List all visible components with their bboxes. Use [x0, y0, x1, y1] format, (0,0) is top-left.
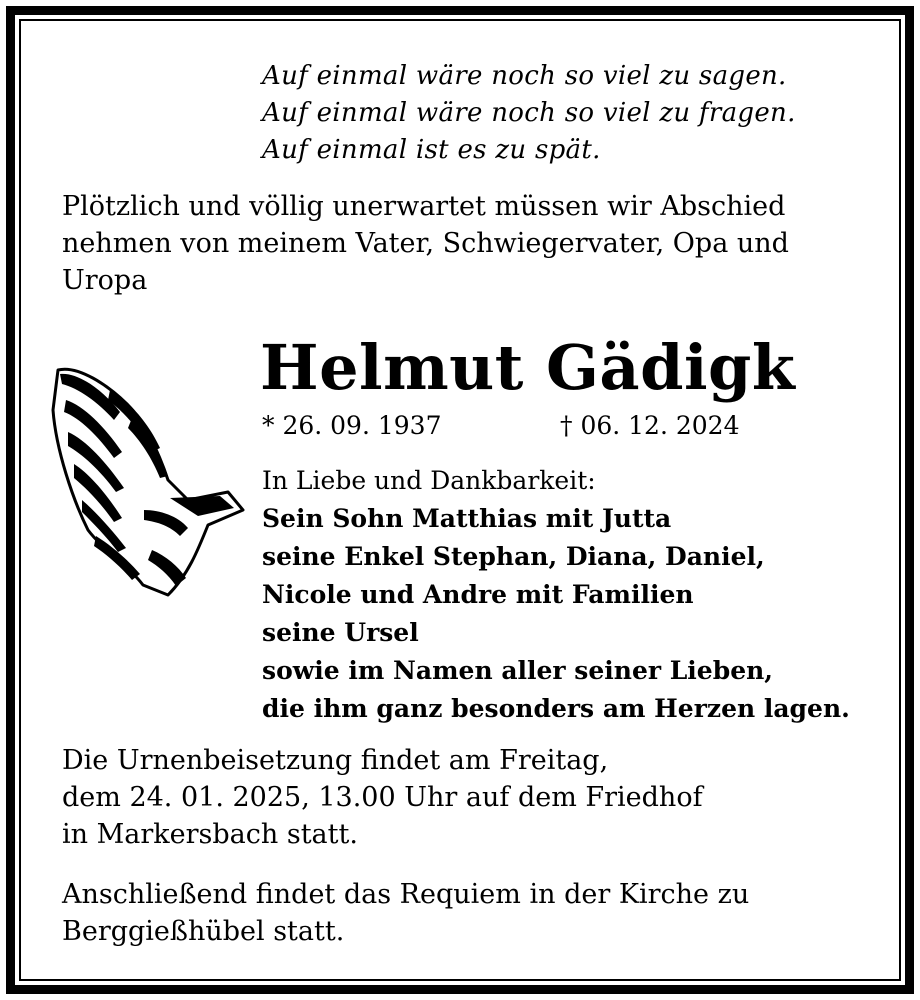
- family-line: die ihm ganz besonders am Herzen lagen.: [262, 694, 850, 723]
- birth-date: * 26. 09. 1937: [262, 411, 442, 440]
- family-line: seine Ursel: [262, 618, 419, 647]
- burial-info: [62, 742, 703, 853]
- family-line: seine Enkel Stephan, Diana, Daniel,: [262, 542, 765, 571]
- family-block: [262, 462, 850, 728]
- burial-line: in Markersbach statt.: [62, 819, 358, 850]
- requiem-line: Anschließend findet das Requiem in der Kirche zu: [62, 879, 750, 910]
- poem-line: Auf einmal ist es zu spät.: [262, 135, 601, 165]
- poem: [262, 58, 796, 169]
- intro-line: Plötzlich und völlig unerwartet müssen wir Abschied: [62, 191, 786, 222]
- poem-line: Auf einmal wäre noch so viel zu sagen.: [262, 61, 787, 91]
- intro-line: nehmen von meinem Vater, Schwiegervater, Opa und: [62, 228, 789, 259]
- family-lead: In Liebe und Dankbarkeit:: [262, 466, 596, 495]
- deceased-name: Helmut Gädigk: [260, 331, 796, 404]
- intro-line: Uropa: [62, 265, 148, 296]
- death-date: † 06. 12. 2024: [560, 411, 740, 440]
- requiem-line: Berggießhübel statt.: [62, 916, 345, 947]
- family-line: Sein Sohn Matthias mit Jutta: [262, 504, 672, 533]
- family-line: sowie im Namen aller seiner Lieben,: [262, 656, 773, 685]
- family-line: Nicole und Andre mit Familien: [262, 580, 694, 609]
- praying-hands-icon: [48, 360, 248, 605]
- intro-text: [62, 188, 862, 299]
- burial-line: Die Urnenbeisetzung findet am Freitag,: [62, 745, 609, 776]
- poem-line: Auf einmal wäre noch so viel zu fragen.: [262, 98, 796, 128]
- requiem-info: [62, 876, 749, 950]
- burial-line: dem 24. 01. 2025, 13.00 Uhr auf dem Friedhof: [62, 782, 703, 813]
